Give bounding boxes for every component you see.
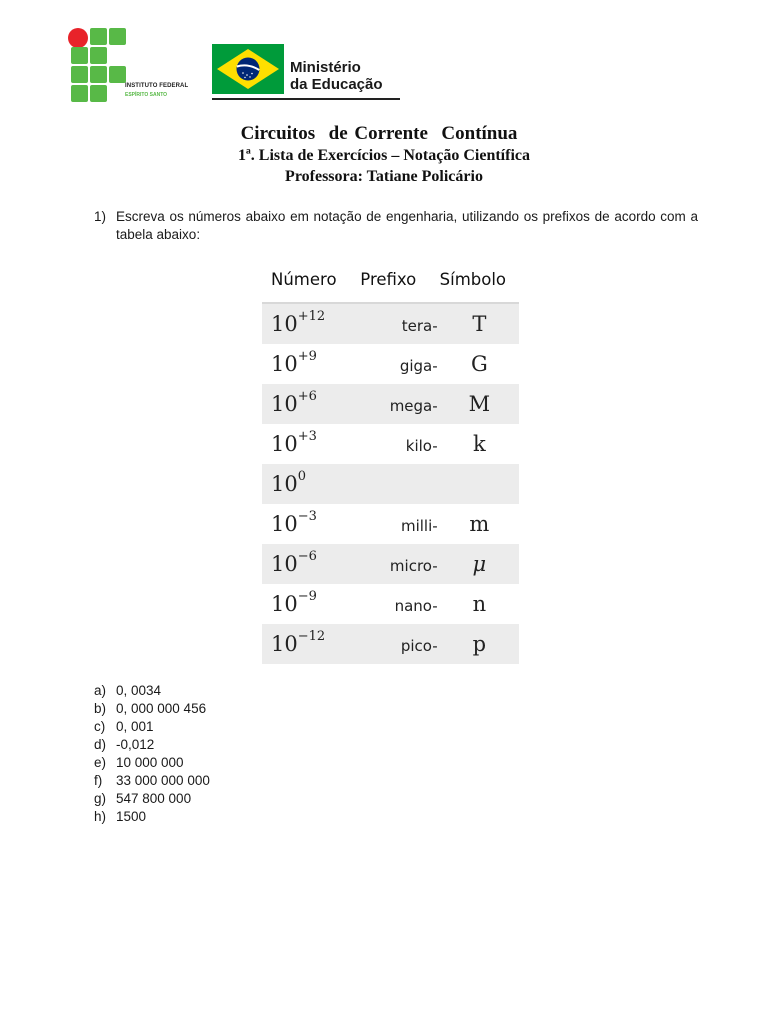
row-number: $10^{+3}$	[271, 429, 317, 456]
row-prefix	[360, 482, 437, 486]
row-number: $10^{+12}$	[271, 309, 326, 336]
row-symbol: k	[472, 432, 486, 456]
row-symbol: G	[470, 352, 488, 376]
prefix-table-header	[262, 270, 519, 304]
row-prefix: mega-	[389, 397, 438, 415]
table-row	[262, 304, 519, 344]
row-prefix: nano-	[394, 597, 438, 615]
question-number: 1)	[94, 209, 107, 224]
row-symbol: m	[469, 512, 490, 536]
row-number: $10^{-6}$	[271, 549, 317, 576]
mec-underline	[212, 98, 400, 100]
list-item: d) -0,012	[94, 737, 155, 752]
header-prefixo: Prefixo	[360, 270, 417, 289]
table-row	[262, 384, 519, 424]
row-symbol: M	[468, 392, 491, 416]
row-number: $10^{-9}$	[271, 589, 317, 616]
row-number: $10^{-3}$	[271, 509, 317, 536]
question-1	[94, 208, 698, 244]
table-row	[262, 344, 519, 384]
row-prefix: giga-	[399, 357, 438, 375]
list-item: g) 547 800 000	[94, 791, 192, 806]
document-heading	[0, 122, 768, 187]
row-symbol: T	[472, 312, 487, 336]
table-row	[262, 584, 519, 624]
list-item: b) 0, 000 000 456	[94, 701, 207, 716]
row-number: $10^{-12}$	[271, 629, 326, 656]
row-symbol: p	[472, 632, 487, 656]
row-number: $10^0$	[271, 469, 307, 496]
mec-title: Ministério da Educação	[290, 59, 383, 93]
table-row	[262, 464, 519, 504]
teacher-name: Professora: Tatiane Policário	[285, 168, 483, 185]
row-number: $10^{+9}$	[271, 349, 317, 376]
prefix-table	[262, 270, 519, 664]
row-number: $10^{+6}$	[271, 389, 317, 416]
row-prefix: milli-	[400, 517, 438, 535]
if-logo-name: INSTITUTO FEDERAL	[125, 83, 189, 89]
question-text: Escreva os números abaixo em notação de engenharia, utilizando os prefixos de acordo com a tabela abaixo:	[116, 209, 698, 242]
if-logo-subtitle: ESPÍRITO SANTO	[125, 92, 168, 98]
header-simbolo: Símbolo	[439, 270, 507, 289]
row-symbol: μ	[472, 552, 487, 576]
header-numero: Número	[271, 270, 337, 289]
list-item: c) 0, 001	[94, 719, 154, 734]
list-item: h) 1500	[94, 809, 147, 824]
brazil-flag-icon	[212, 44, 284, 94]
exercise-items	[94, 682, 210, 826]
table-row	[262, 544, 519, 584]
table-row	[262, 424, 519, 464]
if-logo-red-circle	[68, 28, 88, 48]
row-prefix: pico-	[400, 637, 438, 655]
document-title: Circuitos de Corrente Contínua	[240, 123, 518, 144]
list-item: a) 0, 0034	[94, 683, 162, 698]
document-subtitle: 1ª. Lista de Exercícios – Notação Científica	[237, 147, 530, 164]
row-symbol: n	[472, 592, 487, 616]
row-prefix: micro-	[389, 557, 438, 575]
ministerio-educacao-logo	[210, 42, 405, 102]
list-item: f) 33 000 000 000	[94, 773, 210, 788]
table-row	[262, 624, 519, 664]
list-item: e) 10 000 000	[94, 755, 184, 770]
row-prefix: kilo-	[405, 437, 438, 455]
instituto-federal-logo	[68, 28, 198, 104]
table-row	[262, 504, 519, 544]
row-prefix: tera-	[401, 317, 438, 335]
